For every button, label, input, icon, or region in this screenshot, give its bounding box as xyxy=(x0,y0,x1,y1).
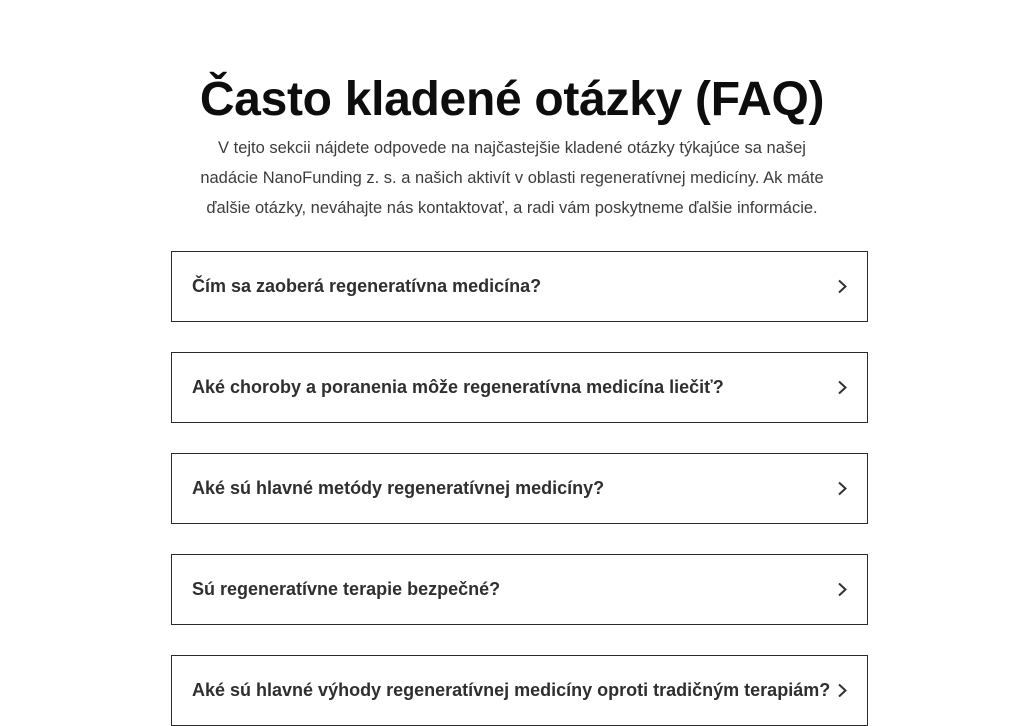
faq-question: Čím sa zaoberá regeneratívna medicína? xyxy=(192,276,542,296)
page-title: Často kladené otázky (FAQ) xyxy=(199,73,825,127)
chevron-right-icon xyxy=(835,278,849,295)
faq-item-2[interactable] xyxy=(171,352,868,423)
faq-question: Aké sú hlavné metódy regeneratívnej medicíny? xyxy=(192,478,605,498)
intro-line: nadácie NanoFunding z. s. a našich aktivít v oblasti regeneratívnej medicíny. Ak máte xyxy=(200,168,824,187)
chevron-right-icon xyxy=(835,480,849,497)
faq-item-5[interactable] xyxy=(171,655,868,726)
chevron-right-icon xyxy=(835,682,849,699)
faq-item-4[interactable] xyxy=(171,554,868,625)
faq-item-1[interactable] xyxy=(171,251,868,322)
intro-line: V tejto sekcii nájdete odpovede na najčastejšie kladené otázky týkajúce sa našej xyxy=(218,138,806,157)
faq-question: Sú regeneratívne terapie bezpečné? xyxy=(192,579,501,599)
faq-item-3[interactable] xyxy=(171,453,868,524)
chevron-right-icon xyxy=(835,581,849,598)
faq-intro xyxy=(176,133,848,223)
faq-question: Aké sú hlavné výhody regeneratívnej medicíny oproti tradičným terapiám? xyxy=(192,680,831,700)
chevron-right-icon xyxy=(835,379,849,396)
intro-line: ďalšie otázky, neváhajte nás kontaktovať, a radi vám poskytneme ďalšie informácie. xyxy=(206,198,818,217)
faq-question: Aké choroby a poranenia môže regeneratívna medicína liečiť? xyxy=(192,377,724,397)
